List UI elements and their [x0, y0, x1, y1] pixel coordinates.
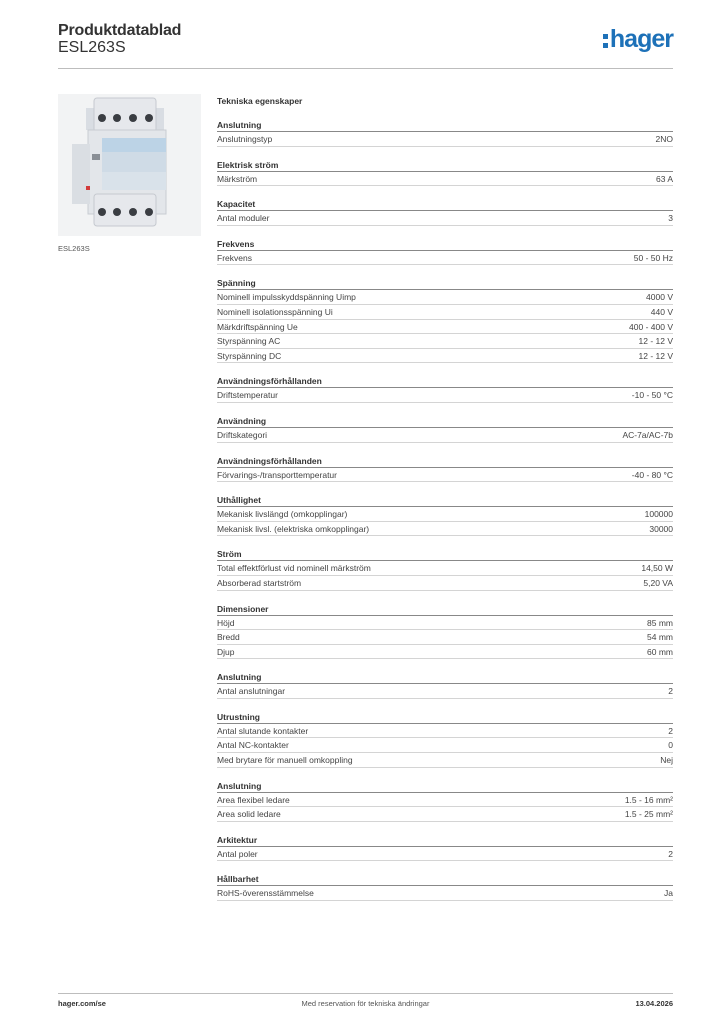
spec-label: Styrspänning DC — [217, 350, 282, 361]
spec-row — [217, 251, 673, 266]
spec-row — [217, 753, 673, 768]
product-reference: ESL263S — [58, 39, 126, 56]
spec-value: 4000 V — [646, 292, 673, 303]
spec-group-title: Kapacitet — [217, 191, 673, 211]
spec-group-title: Spänning — [217, 270, 673, 290]
spec-group — [217, 368, 673, 408]
spec-label: Förvarings-/transporttemperatur — [217, 469, 337, 480]
spec-label: Antal anslutningar — [217, 686, 286, 697]
spec-value: -40 - 80 °C — [631, 469, 673, 480]
spec-row — [217, 334, 673, 349]
spec-group-title: Anslutning — [217, 664, 673, 684]
spec-value: 5,20 VA — [643, 577, 673, 588]
spec-row — [217, 724, 673, 739]
spec-group-title: Användning — [217, 408, 673, 428]
spec-value: 1.5 - 16 mm² — [624, 794, 673, 805]
spec-value: 30000 — [649, 523, 673, 534]
logo-dots-icon — [603, 34, 608, 48]
spec-group-title: Anslutning — [217, 112, 673, 132]
hager-logo — [603, 26, 673, 52]
spec-group-title: Ström — [217, 541, 673, 561]
footer-url: hager.com/se — [58, 999, 106, 1008]
spec-value: 1.5 - 25 mm² — [624, 809, 673, 820]
spec-label: Mekanisk livsl. (elektriska omkopplingar) — [217, 523, 370, 534]
spec-group — [217, 596, 673, 665]
spec-group — [217, 448, 673, 488]
spec-label: Mekanisk livslängd (omkopplingar) — [217, 509, 348, 520]
spec-label: Märkström — [217, 173, 258, 184]
footer-divider — [58, 993, 673, 994]
spec-row — [217, 172, 673, 187]
spec-label: Med brytare för manuell omkoppling — [217, 755, 353, 766]
spec-row — [217, 645, 673, 660]
spec-row — [217, 886, 673, 901]
spec-label: Antal poler — [217, 848, 258, 859]
spec-group — [217, 704, 673, 773]
spec-group — [217, 773, 673, 827]
spec-row — [217, 522, 673, 537]
spec-row — [217, 576, 673, 591]
spec-row — [217, 561, 673, 576]
spec-row — [217, 807, 673, 822]
spec-value: 440 V — [650, 306, 673, 317]
spec-group — [217, 112, 673, 152]
spec-label: Area flexibel ledare — [217, 794, 290, 805]
spec-label: Höjd — [217, 617, 235, 628]
spec-value: 100000 — [644, 509, 673, 520]
spec-label: Antal moduler — [217, 213, 270, 224]
spec-value: 14,50 W — [641, 563, 673, 574]
spec-group-title: Dimensioner — [217, 596, 673, 616]
spec-row — [217, 616, 673, 631]
spec-label: Antal slutande kontakter — [217, 725, 309, 736]
spec-value: 3 — [668, 213, 673, 224]
spec-label: RoHS-överensstämmelse — [217, 888, 314, 899]
spec-group — [217, 866, 673, 906]
spec-label: Bredd — [217, 632, 240, 643]
spec-row — [217, 388, 673, 403]
footer-date: 13.04.2026 — [635, 999, 673, 1008]
spec-value: AC-7a/AC-7b — [622, 429, 673, 440]
spec-group-title: Utrustning — [217, 704, 673, 724]
spec-group — [217, 270, 673, 368]
spec-group — [217, 827, 673, 867]
spec-group-title: Elektrisk ström — [217, 152, 673, 172]
spec-group — [217, 191, 673, 231]
spec-row — [217, 468, 673, 483]
spec-row — [217, 684, 673, 699]
spec-row — [217, 793, 673, 808]
spec-group-title: Hållbarhet — [217, 866, 673, 886]
spec-group — [217, 487, 673, 541]
spec-label: Area solid ledare — [217, 809, 281, 820]
document-title: Produktdatablad — [58, 22, 182, 39]
spec-row — [217, 132, 673, 147]
technical-specifications — [217, 94, 673, 906]
spec-group — [217, 664, 673, 704]
spec-value: Ja — [664, 888, 673, 899]
spec-value: 2 — [668, 686, 673, 697]
page-header — [58, 20, 673, 70]
spec-label: Driftskategori — [217, 429, 268, 440]
spec-value: 54 mm — [647, 632, 673, 643]
spec-value: 0 — [668, 740, 673, 751]
spec-value: -10 - 50 °C — [631, 390, 673, 401]
spec-label: Total effektförlust vid nominell märkström — [217, 563, 371, 574]
spec-value: 400 - 400 V — [629, 321, 673, 332]
spec-label: Nominell isolationsspänning Ui — [217, 306, 333, 317]
spec-label: Anslutningstyp — [217, 134, 273, 144]
spec-group-title: Användningsförhållanden — [217, 368, 673, 388]
spec-value: 2 — [668, 725, 673, 736]
spec-label: Antal NC-kontakter — [217, 740, 289, 751]
spec-row — [217, 428, 673, 443]
header-divider — [58, 68, 673, 69]
spec-group-title: Anslutning — [217, 773, 673, 793]
spec-group-title: Uthållighet — [217, 487, 673, 507]
spec-value: 60 mm — [647, 646, 673, 657]
spec-group-spacer — [217, 901, 673, 906]
logo-text: hager — [609, 25, 673, 53]
spec-value: 12 - 12 V — [638, 350, 673, 361]
product-image-caption: ESL263S — [58, 244, 90, 253]
spec-label: Märkdriftspänning Ue — [217, 321, 298, 332]
spec-value: 2 — [668, 848, 673, 859]
contactor-icon — [58, 94, 201, 236]
product-image — [58, 94, 201, 236]
spec-row — [217, 847, 673, 862]
spec-group-title: Arkitektur — [217, 827, 673, 847]
spec-row — [217, 349, 673, 364]
spec-value: Nej — [660, 755, 673, 766]
footer-note: Med reservation för tekniska ändringar — [301, 999, 430, 1008]
spec-row — [217, 290, 673, 305]
spec-row — [217, 738, 673, 753]
spec-group — [217, 408, 673, 448]
spec-label: Absorberad startström — [217, 577, 302, 588]
spec-group-title: Användningsförhållanden — [217, 448, 673, 468]
spec-label: Frekvens — [217, 252, 252, 263]
spec-value: 50 - 50 Hz — [633, 252, 673, 263]
spec-value: 2NO — [655, 134, 673, 144]
spec-group — [217, 152, 673, 192]
spec-row — [217, 507, 673, 522]
spec-label: Driftstemperatur — [217, 390, 278, 401]
spec-label: Styrspänning AC — [217, 336, 281, 347]
spec-row — [217, 305, 673, 320]
spec-value: 12 - 12 V — [638, 336, 673, 347]
specs-title: Tekniska egenskaper — [217, 96, 303, 106]
spec-value: 63 A — [655, 173, 673, 184]
spec-group — [217, 231, 673, 271]
spec-value: 85 mm — [647, 617, 673, 628]
spec-row — [217, 320, 673, 335]
spec-row — [217, 630, 673, 645]
spec-group-title: Frekvens — [217, 231, 673, 251]
spec-label: Djup — [217, 646, 235, 657]
spec-label: Nominell impulsskyddspänning Uimp — [217, 292, 356, 303]
spec-group — [217, 541, 673, 595]
spec-row — [217, 211, 673, 226]
